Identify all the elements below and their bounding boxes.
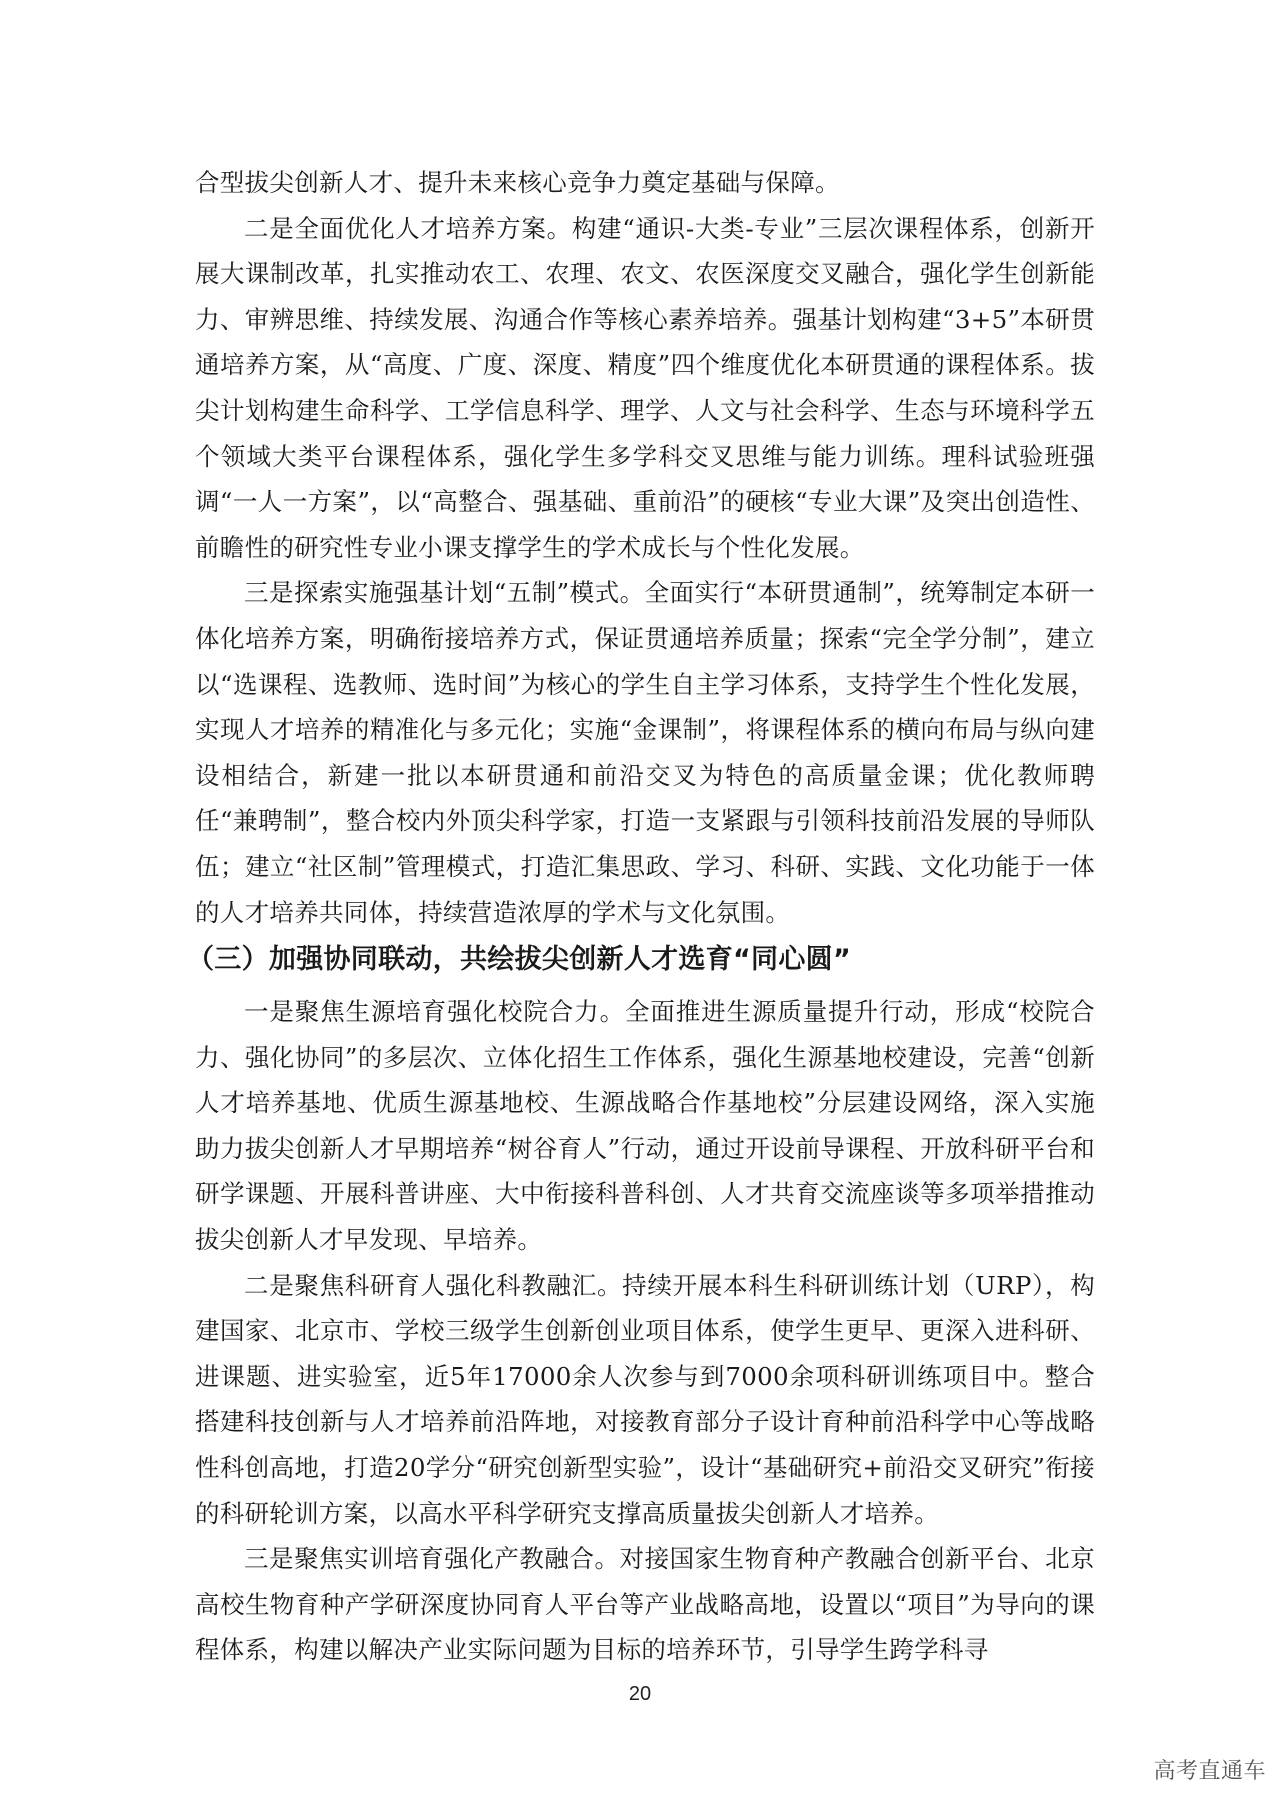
paragraph-student-source: 一是聚焦生源培育强化校院合力。全面推进生源质量提升行动，形成“校院合力、强化协同”的多层次、立体化招生工作体系，强化生源基地校建设，完善“创新人才培养基地、优质生源基地校、生源战略合作基地校”分层建设网络，深入实施助力拔尖创新人才早期培养“树谷育人”行动，通过开设前导课程、开放科研平台和研学课题、开展科普讲座、大中衔接科普科创、人才共育交流座谈等多项举措推动拔尖创新人才早发现、早培养。 bbox=[195, 997, 1095, 1255]
paragraph-continuation: 合型拔尖创新人才、提升未来核心竞争力奠定基础与保障。 bbox=[195, 168, 840, 197]
document-body bbox=[187, 160, 1095, 1673]
page-number: 20 bbox=[628, 1683, 652, 1705]
paragraph-research-education: 二是聚焦科研育人强化科教融汇。持续开展本科生科研训练计划（URP），构建国家、北京市、学校三级学生创新创业项目体系，使学生更早、更深入进科研、进课题、进实验室，近5年17000余人次参与到7000余项科研训练项目中。整合搭建科技创新与人才培养前沿阵地，对接教育部分子设计育种前沿科学中心等战略性科创高地，打造20学分“研究创新型实验”，设计“基础研究+前沿交叉研究”衔接的科研轮训方案，以高水平科学研究支撑高质量拔尖创新人才培养。 bbox=[195, 1270, 1095, 1528]
watermark-text: 高考直通车 bbox=[1153, 1759, 1266, 1784]
paragraph-five-systems-model: 三是探索实施强基计划“五制”模式。全面实行“本研贯通制”，统筹制定本研一体化培养方案，明确衔接培养方式，保证贯通培养质量；探索“完全学分制”，建立以“选课程、选教师、选时间”为核心的学生自主学习体系，支持学生个性化发展，实现人才培养的精准化与多元化；实施“金课制”，将课程体系的横向布局与纵向建设相结合，新建一批以本研贯通和前沿交叉为特色的高质量金课；优化教师聘任“兼聘制”，整合校内外顶尖科学家，打造一支紧跟与引领科技前沿发展的导师队伍；建立“社区制”管理模式，打造汇集思政、学习、科研、实践、文化功能于一体的人才培养共同体，持续营造浓厚的学术与文化氛围。 bbox=[195, 578, 1095, 927]
section-heading: （三）加强协同联动，共绘拔尖创新人才选育“同心圆” bbox=[187, 944, 851, 976]
paragraph-curriculum-optimization: 二是全面优化人才培养方案。构建“通识-大类-专业”三层次课程体系，创新开展大课制改革，扎实推动农工、农理、农文、农医深度交叉融合，强化学生创新能力、审辨思维、持续发展、沟通合作等核心素养培养。强基计划构建“3+5”本研贯通培养方案，从“高度、广度、深度、精度”四个维度优化本研贯通的课程体系。拔尖计划构建生命科学、工学信息科学、理学、人文与社会科学、生态与环境科学五个领域大类平台课程体系，强化学生多学科交叉思维与能力训练。理科试验班强调“一人一方案”，以“高整合、强基础、重前沿”的硬核“专业大课”及突出创造性、前瞻性的研究性专业小课支撑学生的学术成长与个性化发展。 bbox=[195, 213, 1095, 562]
paragraph-industry-education: 三是聚焦实训培育强化产教融合。对接国家生物育种产教融合创新平台、北京高校生物育种产学研深度协同育人平台等产业战略高地，设置以“项目”为导向的课程体系，构建以解决产业实际问题为目标的培养环节，引导学生跨学科寻 bbox=[195, 1544, 1095, 1665]
